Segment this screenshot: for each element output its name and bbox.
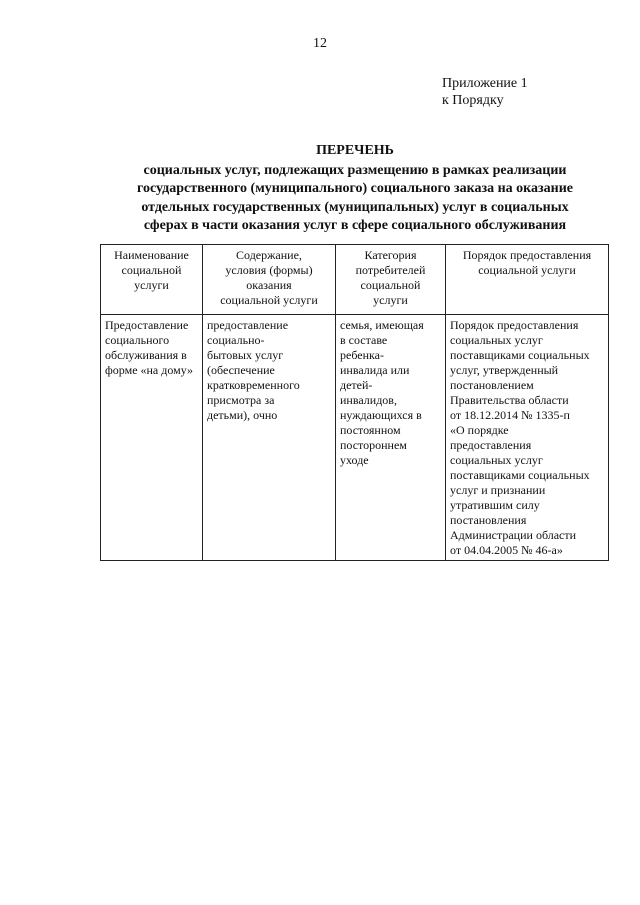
table-row	[101, 315, 609, 561]
cell-line: предоставление	[207, 318, 289, 332]
page-number: 12	[313, 36, 327, 51]
cell-line: от 18.12.2014 № 1335-п	[450, 408, 570, 422]
cell-procedure	[446, 315, 609, 561]
cell-line: услуги	[373, 293, 408, 307]
cell-line: постановления	[450, 513, 527, 527]
cell-line: услуг, утвержденный	[450, 363, 559, 377]
cell-line: обслуживания в	[105, 348, 187, 362]
cell-line: кратковременного	[207, 378, 300, 392]
cell-line: бытовых услуг	[207, 348, 284, 362]
cell-content	[203, 315, 336, 561]
cell-line: оказания	[246, 278, 292, 292]
cell-line: социального	[105, 333, 170, 347]
cell-line: социальной услуги	[220, 293, 318, 307]
cell-line: социальных услуг	[450, 453, 543, 467]
cell-line: (обеспечение	[207, 363, 275, 377]
cell-line: нуждающихся в	[340, 408, 422, 422]
cell-line: поставщиками социальных	[450, 468, 590, 482]
cell-line: ребенка-	[340, 348, 384, 362]
cell-line: инвалидов,	[340, 393, 397, 407]
cell-line: социальной	[121, 263, 182, 277]
title-line: отдельных государственных (муниципальных) услуг в социальных	[141, 199, 569, 215]
cell-line: детьми), очно	[207, 408, 278, 422]
header-cell-service-name	[101, 245, 203, 315]
header-cell-category	[336, 245, 446, 315]
cell-line: Наименование	[114, 248, 189, 262]
cell-line: потребителей	[355, 263, 426, 277]
appendix-line: Приложение 1	[442, 76, 528, 91]
cell-line: Категория	[364, 248, 417, 262]
document-title	[100, 142, 610, 236]
cell-line: Порядок предоставления	[450, 318, 579, 332]
services-table	[100, 244, 609, 561]
cell-line: предоставления	[450, 438, 532, 452]
cell-line: социально-	[207, 333, 265, 347]
title-heading: ПЕРЕЧЕНЬ	[316, 143, 394, 158]
cell-line: Предоставление	[105, 318, 189, 332]
cell-line: от 04.04.2005 № 46-а»	[450, 543, 563, 557]
cell-line: социальной	[360, 278, 421, 292]
cell-line: постоянном	[340, 423, 401, 437]
cell-line: условия (формы)	[225, 263, 313, 277]
cell-line: поставщиками социальных	[450, 348, 590, 362]
cell-line: форме «на дому»	[105, 363, 194, 377]
cell-line: детей-	[340, 378, 373, 392]
cell-line: присмотра за	[207, 393, 275, 407]
cell-line: Правительства области	[450, 393, 569, 407]
title-line: сферах в части оказания услуг в сфере социального обслуживания	[143, 218, 567, 233]
cell-line: Администрации области	[450, 528, 577, 542]
cell-line: уходе	[340, 453, 369, 467]
cell-line: утратившим силу	[450, 498, 540, 512]
title-line: государственного (муниципального) социального заказа на оказание	[137, 181, 573, 196]
cell-line: семья, имеющая	[340, 318, 424, 332]
header-cell-procedure	[446, 245, 609, 315]
table-header-row	[101, 245, 609, 315]
cell-category	[336, 315, 446, 561]
cell-line: социальной услуги	[478, 263, 576, 277]
cell-line: Порядок предоставления	[462, 248, 592, 262]
cell-line: «О порядке	[450, 423, 509, 437]
title-line: социальных услуг, подлежащих размещению в рамках реализации	[143, 162, 567, 178]
cell-line: постановлением	[450, 378, 534, 392]
cell-line: социальных услуг	[450, 333, 543, 347]
cell-line: услуг и признании	[450, 483, 546, 497]
cell-line: Содержание,	[236, 248, 302, 262]
appendix-line: к Порядку	[442, 93, 504, 108]
cell-line: постороннем	[340, 438, 407, 452]
cell-line: инвалида или	[340, 363, 410, 377]
cell-line: услуги	[134, 278, 169, 292]
cell-line: в составе	[340, 333, 388, 347]
cell-service-name	[101, 315, 203, 561]
header-cell-content	[203, 245, 336, 315]
appendix-reference	[442, 75, 528, 109]
